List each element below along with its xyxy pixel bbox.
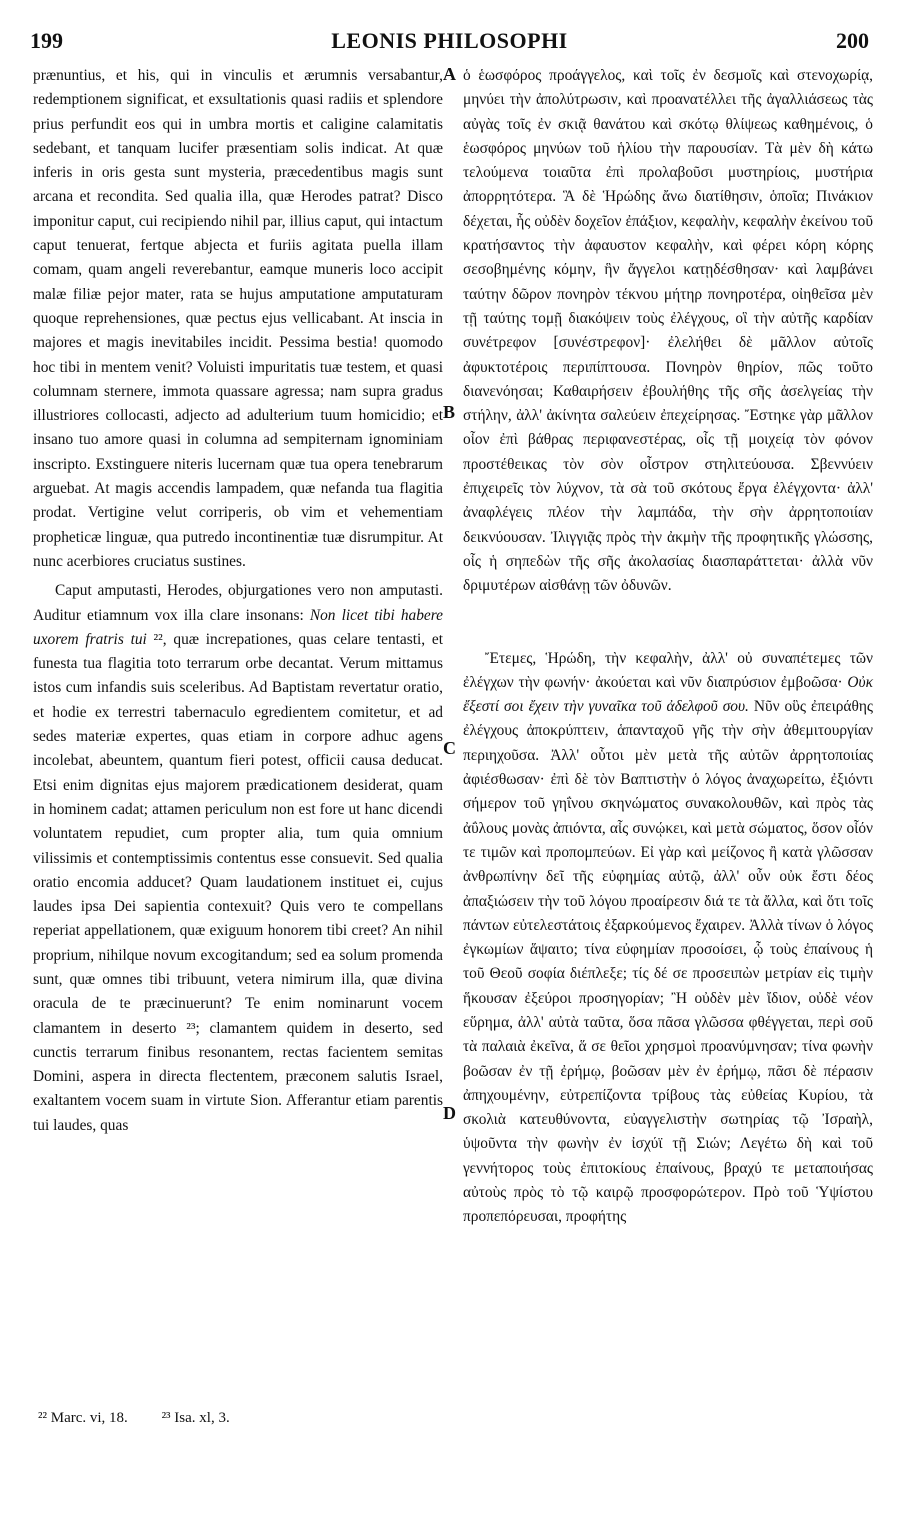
greek-column (463, 64, 873, 1230)
greek-paragraph-1: ὁ ἑωσφόρος προάγγελος, καὶ τοῖς ἐν δεσμοῖς καὶ στενοχωρίᾳ, μηνύει τὴν ἀπολύτρωσιν, καὶ προανατέλλει τῆς ἀγαλλιάσεως τὰς αὐγὰς τοῖς ἐν σκιᾷ θανάτου καὶ σκότῳ θλίψεως καθημένοις, ὁ ἑωσφόρος μηνύων τοῦ ἡλίου τὴν παρουσίαν. Τὰ μὲν δὴ κάτω τελούμενα τοιαῦτα ἐπὶ προλαβοῦσι μυστηρίοις, μυστήρια ἀπορρητότερα. Ἃ δὲ Ἡρώδης ἄνω διατίθησιν, ὁποῖα; Πινάκιον δέχεται, ἧς οὐδὲν δοχεῖον ἐπάξιον, κεφαλὴν, κεφαλὴν ἐκείνου τοῦ κρατήσαντος τὴν ἀφαυστον κεφαλὴν, καὶ φέρει κόρη κόρης σεσοβημένης κόμην, ἣν ἄγγελοι κατῃδέσθησαν· καὶ λαμβάνει ταύτην δῶρον πονηρὸν τέκνου μήτηρ πονηροτέρα, οἰηθεῖσα μὲν τῇ ταύτης τομῇ διακόψειν τοὺς ἐλέγχους, οἳ τὴν αὐτῆς καρδίαν συνέτρεφον [συνέστρεφον]· ἐλελήθει δὲ μᾶλλον αὐτοῖς ἀφυκτοτέροις περιπίπτουσα. Πονηρὸν θηρίον, πῶς τοῦτο διανενόησαι; Καθαιρήσειν ἐβουλήθης τῆς σῆς ἀσελγείας τὴν στήλην, ἀλλ' ἀκίνητα σαλεύειν ἐπεχείρησας. Ἔστηκε γὰρ μᾶλλον οἷον ἐπὶ βάθρας περιφανεστέρας, οἷς τῇ μοιχείᾳ τὸν φόνον προστέθεικας τὸν σὸν οἶστρον στηλιτεύουσα. Σβεννύειν ἐπιχειρεῖς τὸν λύχνον, τὰ σὰ τοῦ σκότους ἔργα ἐλέγχοντα· ἀλλ' ἀναφλέγεις πλέον τὴν λαμπάδα, τὴν σὴν ἀρρητοποιίαν δεικνύουσαν. Ἰλιγγιᾷς πρὸς τὴν ἀκμὴν τῆς προφητικῆς γλώσσης, οἷς ἡ σηπεδὼν τῆς σῆς ἀκολασίας διασπαράττεται· ἀλλὰ νῦν δριμυτέρων αἰσθάνῃ τῶν ὀδυνῶν. (463, 67, 873, 595)
latin-paragraph-2 (33, 579, 443, 1138)
latin-scripture-quote: Non licet tibi habere uxorem fratris tui (33, 606, 443, 648)
latin-paragraph-2-start: Caput amputasti, Herodes, objurgationes vero non amputasti. Auditur etiamnum vox illa clare insonans: (33, 582, 443, 624)
section-marker-d: D (443, 1103, 456, 1123)
page-number-left: 199 (30, 28, 63, 53)
page-number-right: 200 (836, 28, 869, 53)
footnote-23: ²³ Isa. xl, 3. (161, 1410, 230, 1426)
footnote-22: ²² Marc. vi, 18. (38, 1410, 128, 1426)
greek-paragraph-2-rest: Νῦν οὓς ἐπειράθης ἐλέγχους ἀποκρύπτειν, ἁπανταχοῦ γῆς τὴν σὴν ἀθεμιτουργίαν περιηχοῦσα. Ἀλλ' οὗτοι μὲν μετὰ τῆς αὐτῶν ἀρρητοποιίας ἀφιέσθωσαν· ἐπὶ δὲ τὸν Βαπτιστὴν ὁ λόγος ἀναχωρείτω, ἐξιόντι σήμερον τοῦ γηΐνου σκηνώματος συνακολουθῶν, καὶ πρὸς τὰς ἀΰλους μονὰς ἀπιόντα, αἷς συνῴκει, καὶ μετὰ σώματος, ὅσον οἷόν τε τιμῶν καὶ προπομπεύων. Εἰ γὰρ καὶ μείζονος ἢ κατὰ γλῶσσαν ἀνθρωπίνην δεῖ τῆς εὐφημίας αὐτῷ, ἀλλ' οὖν οὐκ ἔστι δέος ἀπαξιώσειν τὴν τοῦ λόγου προαίρεσιν διά τε τὰ ἄλλα, καὶ ὅτι τοῖς πάντων εὐτελεστάτοις ἐξαρκούμενος ἔχαιρεν. Ἀλλὰ τίνων ὁ λόγος ἐγκωμίων ἅψαιτο; τίνα εὐφημίαν προσοίσει, ᾧ τοὺς ἐπαίνους ἡ τοῦ Θεοῦ σοφία διέπλεξε; τίς δέ σε προσειπὼν μετρίαν εἰς τιμὴν ἥκουσαν ἐξεύροι προσηγορίαν; Ἢ οὐδὲν μὲν ἴδιον, οὐδὲ νέον εὕρημα, ἀλλ' αὐτὰ ταῦτα, ὅσα πᾶσα γλῶσσα φθέγγεται, περὶ σοῦ τὰ παλαιὰ ἐκεῖνα, ἅ σε θεῖοι χρησμοὶ προανύμνησαν; τίνα φωνὴν βοῶσαν ἐν τῇ ἐρήμῳ, βοῶσαν μὲν ἐν ἐρήμῳ, πᾶσι δὲ πέρασιν ἀπηχουμένην, εὐτρεπίζοντα τρίβους τὰς εὐθείας Κυρίου, τὰ σκολιὰ κατευθύνοντα, εὐαγγελιστὴν σωτηρίας τῷ Ἰσραὴλ, ὑψοῦντα τὴν φωνὴν ἐν ἰσχύϊ τῇ Σιών; Λεγέτω δὴ καὶ τοῦ γεννήτορος τοὺς ἐπιτοκίους ἐπαίνους, βραχύ τε μεταποιήσας αὐτοὺς πρὸς τὸ τῷ καιρῷ προσφορώτερον. Πρὸ τοῦ Ὑψίστου προπεπόρευσαι, προφήτης (463, 698, 873, 1226)
greek-paragraph-2 (463, 647, 873, 1230)
greek-scripture-quote: Οὐκ ἔξεστί σοι ἔχειν τὴν γυναῖκα τοῦ ἀδελφοῦ σου. (463, 673, 873, 716)
section-marker-c: C (443, 738, 456, 758)
latin-paragraph-1: prænuntius, et his, qui in vinculis et ærumnis versabantur, redemptionem significat, et exsultationis quasi radiis et splendore prius perfundit eos qui in umbra mortis et caligine calamitatis sedebant, et tanquam lucifer præsentiam solis indicat. At quæ inferis in oris gesta sunt mysteria, præcedentibus magis sunt arcana et recondita. Sed qualia illa, quæ Herodes patrat? Disco imponitur caput, cui recipiendo nihil par, illius caput, qui intactum caput tenuerat, fertque abjecta et furiis agitata puella illam comam, quam angeli reverebantur, eamque muneris loco accipit malæ filiæ pejor mater, rata se hujus amputatione amputaturam quoque reprehensiones, quæ pectus ejus vellicabant. At inscia in majores et magis inevitabiles incidit. Pessima bestia! quomodo hoc tibi in mentem venit? Voluisti impuritatis tuæ testem, et quasi columnam sternere, immota quassare agressa; nam supra gradus illustriores collocasti, adjecto ad adulterium tuum homicidio; et insano tuo amore quasi in columna ad sempiternam ignominiam inscripto. Exstinguere niteris lucernam quæ tua opera tenebrarum arguebat. At magis accendis lampadem, quæ nefanda tua flagitia prodat. Vertigine velut corriperis, ob vim et vehementiam propheticæ linguæ, qua putredo incontinentiæ tuæ disrumpitur. At nunc acerbiores cruciatus sustines. (33, 67, 443, 570)
running-title: LEONIS PHILOSOPHI (331, 28, 568, 53)
section-marker-b: B (443, 402, 456, 422)
page-header (30, 28, 869, 58)
latin-paragraph-2-rest: ²², quæ increpationes, quas celare tentasti, et funesta tua flagitia toto terrarum orbe decantat. Verum mittamus istos cum infandis suis sceleribus. Ad Baptistam revertatur oratio, et hodie ex terrestri tabernaculo egredientem comitetur, et ad sedes materiæ expertes, quas etiam in corpore adhuc agens incolebat, abeuntem, quantum fieri potest, officii causa deducat. Etsi enim dignitas ejus majorem prædicationem desiderat, quam in hominem cadat; attamen periculum non est fore ut hanc dicendi voluntatem repudiet, cum propter alia, tum quia omnium vilissimis et contemptissimis contentus esse consuevit. Sed qualia oratio encomia adducet? Quam laudationem instituet ei, cujus laudes ipsa Dei sapientia contexuit? Quis vero te compellans reperiat appellationem, quæ exiguum honorem tibi creet? An nihil proprium, nihilque novum excogitandum; sed ea solum promenda sunt, quæ omnes tibi tribuunt, vetera nimirum illa, quæ divina oracula de te præcinuerunt? Te enim nominarunt vocem clamantem in deserto ²³; clamantem quidem in deserto, sed cunctis terrarum finibus resonantem, rectas facientem semitas Domini, aspera in directa flectentem, præconem salutis Israel, exaltantem vocem suam in virtute Sion. Afferantur etiam parentis tui laudes, quas (33, 630, 443, 1134)
footnotes (38, 1410, 260, 1427)
section-marker-a: A (443, 64, 456, 84)
greek-paragraph-2-start: Ἔτεμες, Ἡρώδη, τὴν κεφαλὴν, ἀλλ' οὐ συναπέτεμες τῶν ἐλέγχων τὴν φωνήν· ἀκούεται καὶ νῦν διαπρύσιον ἐμβοῶσα· (463, 649, 873, 691)
latin-column (33, 64, 443, 1138)
